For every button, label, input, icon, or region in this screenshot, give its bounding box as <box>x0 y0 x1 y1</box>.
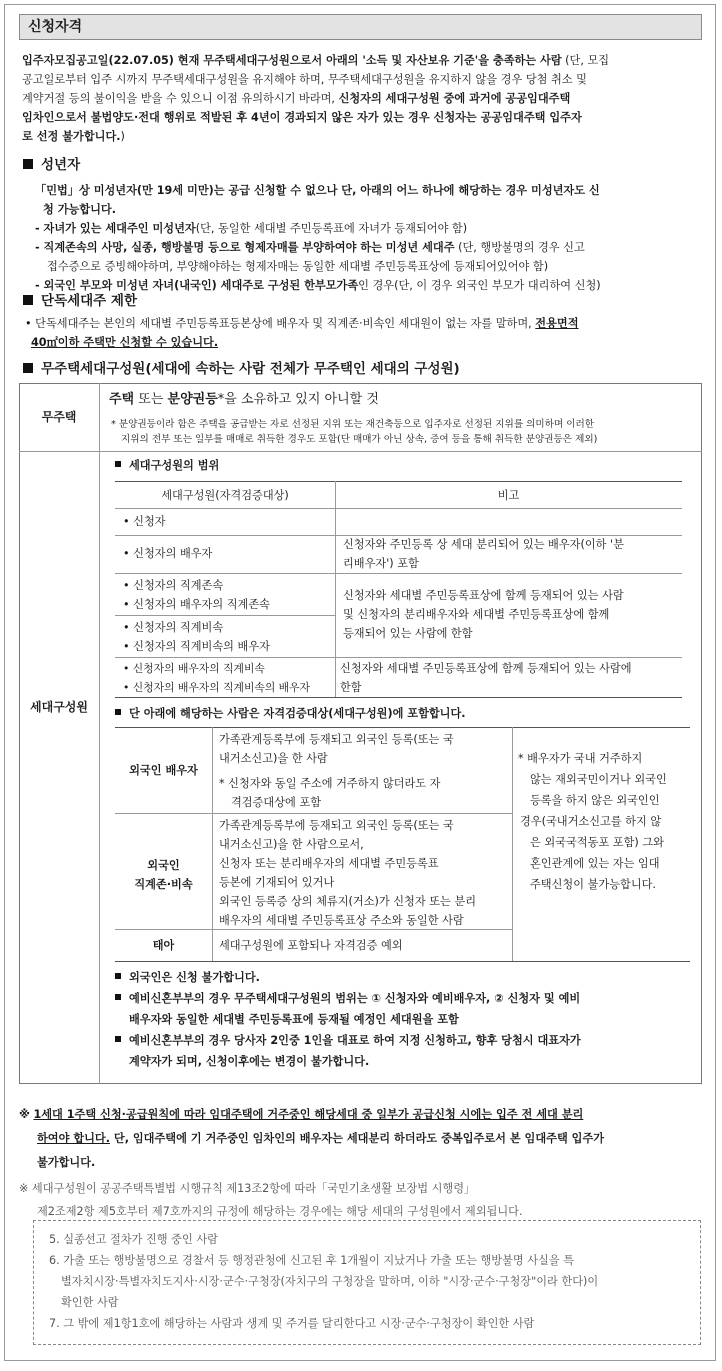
excluded-5: 5. 실종선고 절차가 진행 중인 사람 <box>49 1233 218 1246</box>
footer-note-2 <box>19 1177 705 1223</box>
single-body <box>25 314 707 352</box>
foreign-lineal-label <box>115 856 212 894</box>
scope-r2: • 신청자의 배우자 <box>123 547 213 560</box>
side-5: 은 외국국적동포 포함) 그와 <box>530 836 664 849</box>
r5-a: • 신청자의 배우자의 직계비속 <box>123 662 265 675</box>
foreign-spouse-text <box>219 730 509 812</box>
side-2: 않는 재외국민이거나 외국인 <box>530 773 667 786</box>
adult-item-3-normal: 인 경우(단, 이 경우 외국인 부모가 대리하여 신청) <box>358 279 601 292</box>
r2-note-1: 신청자와 주민등록 상 세대 분리되어 있는 배우자(이하 '분 <box>343 538 624 551</box>
square-bullet-icon <box>115 973 121 979</box>
foreign-col-line <box>212 727 213 961</box>
f2-t6: 배우자의 세대별 주민등록표상 주소와 동일한 사람 <box>219 914 464 927</box>
fetus-label: 태아 <box>152 939 175 952</box>
side-4: 경우(국내거소신고를 하지 않 <box>520 815 662 828</box>
single-line-2: 40㎡이하 주택만 신청할 수 있습니다. <box>31 336 219 349</box>
note-2: 지위의 전부 또는 일부를 매매로 취득한 경우도 포함(단 매매가 아닌 상속, 증여 등을 통해 취득한 분양권등은 제외) <box>121 434 598 445</box>
intro-line-5a: 로 선정 불가합니다. <box>22 130 121 143</box>
foreign-lineal-text <box>219 816 509 930</box>
adult-heading-text: 성년자 <box>41 157 81 173</box>
adult-line-1: 「민법」상 미성년자(만 19세 미만)는 공급 신청할 수 없으나 단, 아래의 어느 하나에 해당하는 경우 미성년자도 신 <box>35 184 600 197</box>
r34-note-1: 신청자와 세대별 주민등록표상에 함께 등재되어 있는 사람 <box>343 589 624 602</box>
foreign-side-note <box>518 748 690 895</box>
r3-a: • 신청자의 직계존속 <box>123 579 224 592</box>
note-foreigner: 외국인은 신청 불가합니다. <box>129 971 260 984</box>
excluded-6a: 6. 가출 또는 행방불명으로 경찰서 등 행정관청에 신고된 후 1개월이 지났거나 가출 또는 행방불명 사실을 특 <box>49 1254 575 1267</box>
f2-t2: 내거소신고)을 한 사람으로서, <box>219 838 364 851</box>
square-bullet-icon <box>115 461 121 467</box>
square-bullet-icon <box>115 709 121 715</box>
adult-item-2-strong: - 직계존속의 사망, 실종, 행방불명 등으로 형제자매를 부양하여야 하는 미성년 세대주 <box>35 241 455 254</box>
f1-t4: 격검증대상에 포함 <box>231 796 322 809</box>
note-1: * 분양권등이라 함은 주택을 공급받는 자로 선정된 지위 또는 재건축등으로 입주자로 선정된 지위를 의미하며 이러한 <box>111 419 595 430</box>
r4-b: • 신청자의 직계비속의 배우자 <box>123 640 270 653</box>
r5-b: • 신청자의 배우자의 직계비속의 배우자 <box>123 681 310 694</box>
table-divider <box>99 383 100 1084</box>
footer-1b: 하여야 합니다. <box>37 1132 110 1145</box>
footer-note-1 <box>19 1103 705 1175</box>
f1-t3: * 신청자와 동일 주소에 거주하지 않더라도 자 <box>219 777 441 790</box>
f2-t3: 신청자 또는 분리배우자의 세대별 주민등록표 <box>219 857 439 870</box>
scope-row-line <box>115 657 682 658</box>
nohouse-note <box>111 417 701 447</box>
intro-line-2: 공고일로부터 입주 시까지 무주택세대구성원을 유지해야 하며, 무주택세대구성원을 유지하지 않을 경우 당첨 취소 및 <box>22 73 587 86</box>
square-bullet-icon <box>23 363 33 373</box>
scope-col-1: 세대구성원(자격검증대상) <box>161 489 289 502</box>
footer-1d: 불가합니다. <box>37 1156 96 1169</box>
f2-t5: 외국인 등록증 상의 체류지(거소)가 신청자 또는 분리 <box>219 895 477 908</box>
section-header: 신청자격 <box>19 14 702 40</box>
note-prenewlywed-1: 예비신혼부부의 경우 무주택세대구성원의 범위는 ① 신청자와 예비배우자, ② 신청자 및 예비 <box>129 992 581 1005</box>
excluded-members-list <box>49 1229 695 1334</box>
single-line-1-strong: 전용면적 <box>535 317 579 330</box>
eligibility-page <box>4 4 716 1361</box>
note-prenewlywed-2b: 계약자가 되며, 신청이후에는 변경이 불가합니다. <box>129 1055 370 1068</box>
r4-a: • 신청자의 직계비속 <box>123 621 224 634</box>
foreign-spouse-label: 외국인 배우자 <box>129 764 198 777</box>
square-bullet-icon <box>23 159 33 169</box>
nohouse-heading <box>23 359 460 379</box>
f1-t1: 가족관계등록부에 등재되고 외국인 등록(또는 국 <box>219 733 454 746</box>
foreign-table-top <box>115 727 690 728</box>
scope-row-line <box>115 508 682 509</box>
f2-label-2: 직계존·비속 <box>134 878 193 891</box>
scope-title-text: 세대구성원의 범위 <box>129 459 220 472</box>
row-label-nohouse: 무주택 <box>41 410 77 424</box>
adult-item-2-normal: (단, 행방불명의 경우 신고 <box>454 241 585 254</box>
scope-r5 <box>123 659 310 697</box>
adult-line-2: 청 가능합니다. <box>43 203 116 216</box>
scope-r3 <box>123 576 270 614</box>
scope-r2-note <box>343 535 681 573</box>
intro-normal-1: (단, 모집 <box>561 54 610 67</box>
adult-item-1-normal: (단, 동일한 세대별 주민등록표에 자녀가 등재되어야 함) <box>195 222 468 235</box>
adult-item-1-strong: - 자녀가 있는 세대주인 미성년자 <box>35 222 196 235</box>
adult-item-3-strong: - 외국인 부모와 미성년 자녀(내국인) 세대주로 구성된 한부모가족 <box>35 279 359 292</box>
main-b: 또는 <box>134 392 168 407</box>
single-heading <box>23 291 137 311</box>
r2-note-2: 리배우자') 포함 <box>343 557 419 570</box>
footer-1c: 단, 임대주택에 기 거주중인 임차인의 배우자는 세대분리 하더라도 중복입주로서 본 임대주택 입주가 <box>110 1132 605 1145</box>
intro-strong-1: 입주자모집공고일(22.07.05) 현재 무주택세대구성원으로서 아래의 '소득 및 자산보유 기준'을 충족하는 사람 <box>22 54 562 67</box>
r34-note-2: 및 신청자의 분리배우자와 세대별 주민등록표상에 함께 <box>343 608 610 621</box>
side-1: * 배우자가 국내 거주하지 <box>518 752 643 765</box>
adult-item-2-cont: 접수증으로 증빙해야하며, 부양해야하는 형제자매는 동일한 세대별 주민등록표상에 등재되어있어야 함) <box>47 260 549 273</box>
f2-label-1: 외국인 <box>147 859 180 872</box>
fetus-text: 세대구성원에 포함되나 자격검증 예외 <box>219 939 403 952</box>
adult-heading <box>23 155 80 175</box>
scope-table-top <box>115 481 682 482</box>
single-heading-text: 단독세대주 제한 <box>41 293 137 309</box>
footer-1a: 1세대 1주택 신청·공급원칙에 따라 임대주택에 거주중인 해당세대 중 일부가 공급신청 시에는 입주 전 세대 분리 <box>33 1108 584 1121</box>
f2-t4: 등본에 기재되어 있거나 <box>219 876 335 889</box>
footer-2a: ※ 세대구성원이 공공주택특별법 시행규칙 제13조2항에 따라「국민기초생활 보장법 시행령」 <box>19 1182 476 1195</box>
inclusion-title-text: 단 아래에 해당하는 사람은 자격검증대상(세대구성원)에 포함합니다. <box>129 707 466 720</box>
note-prenewlywed-1b: 배우자와 동일한 세대별 주민등록표에 등재될 예정인 세대원을 포함 <box>129 1013 459 1026</box>
ref-mark: ※ <box>19 1108 30 1121</box>
f2-t1: 가족관계등록부에 등재되고 외국인 등록(또는 국 <box>219 819 454 832</box>
main-d: *을 소유하고 있지 아니할 것 <box>217 392 379 407</box>
r5-note-2: 한함 <box>340 681 362 694</box>
scope-r1: • 신청자 <box>123 515 166 528</box>
r34-note-3: 등재되어 있는 사람에 한함 <box>343 627 473 640</box>
square-bullet-icon <box>115 1036 121 1042</box>
scope-row-line <box>115 615 335 616</box>
foreign-col-line <box>512 727 513 961</box>
main-c: 분양권등 <box>167 392 218 407</box>
note-prenewlywed-2: 예비신혼부부의 경우 당사자 2인중 1인을 대표로 하여 지정 신청하고, 향후 당첨시 대표자가 <box>129 1034 581 1047</box>
side-3: 등록을 하지 않은 외국인인 <box>530 794 660 807</box>
single-line-1: • 단독세대주는 본인의 세대별 주민등록표등본상에 배우자 및 직계존·비속인 세대원이 없는 자를 말하며, <box>25 317 536 330</box>
inclusion-title <box>115 704 466 723</box>
scope-col-2: 비고 <box>497 489 520 502</box>
excluded-6b: 별자치시장·특별자치도지사·시장·군수·구청장(자치구의 구청장을 말하며, 이하 "시장·군수·구청장"이라 한다)이 <box>61 1275 599 1288</box>
nohouse-heading-text: 무주택세대구성원(세대에 속하는 사람 전체가 무주택인 세대의 구성원) <box>41 361 460 377</box>
f1-t2: 내거소신고)을 한 사람 <box>219 752 328 765</box>
side-6: 혼인관계에 있는 자는 임대 <box>530 857 660 870</box>
scope-r5-note <box>340 659 682 697</box>
intro-line-5b: ) <box>120 130 125 143</box>
foreign-row-line <box>115 813 512 814</box>
excluded-6c: 확인한 사람 <box>61 1296 119 1309</box>
row-label-members: 세대구성원 <box>30 700 88 714</box>
footer-2b: 제2조제2항 제5호부터 제7호까지의 규정에 해당하는 경우에는 해당 세대의 구성원에서 제외됩니다. <box>37 1205 523 1218</box>
intro-line-3b: 신청자의 세대구성원 중에 과거에 공공임대주택 <box>338 92 571 105</box>
table-divider <box>19 451 702 452</box>
intro-line-3a: 계약거절 등의 불이익을 받을 수 있으니 이점 유의하시기 바라며, <box>22 92 339 105</box>
main-a: 주택 <box>109 392 135 407</box>
intro-line-4: 임차인으로서 불법양도·전대 행위로 적발된 후 4년이 경과되지 않은 자가 있는 경우 신청자는 공공임대주택 입주자 <box>22 111 582 124</box>
scope-col-line <box>335 481 336 697</box>
scope-r4 <box>123 618 270 656</box>
foreign-table-bottom <box>115 961 690 962</box>
scope-row-line <box>115 573 682 574</box>
r5-note-1: 신청자와 세대별 주민등록표상에 함께 등재되어 있는 사람에 <box>340 662 632 675</box>
intro-paragraph <box>22 51 707 146</box>
adult-body <box>35 181 707 295</box>
r3-b: • 신청자의 배우자의 직계존속 <box>123 598 270 611</box>
square-bullet-icon <box>115 994 121 1000</box>
excluded-7: 7. 그 밖에 제1항1호에 해당하는 사람과 생계 및 주거를 달리한다고 시장·군수·구청장이 확인한 사람 <box>49 1317 535 1330</box>
nohouse-main <box>109 390 699 409</box>
member-notes <box>115 967 700 1072</box>
scope-title <box>115 456 219 475</box>
side-7: 주택신청이 불가능합니다. <box>530 878 656 891</box>
square-bullet-icon <box>23 295 33 305</box>
scope-table-bottom <box>115 697 682 698</box>
scope-r34-note <box>343 586 681 643</box>
